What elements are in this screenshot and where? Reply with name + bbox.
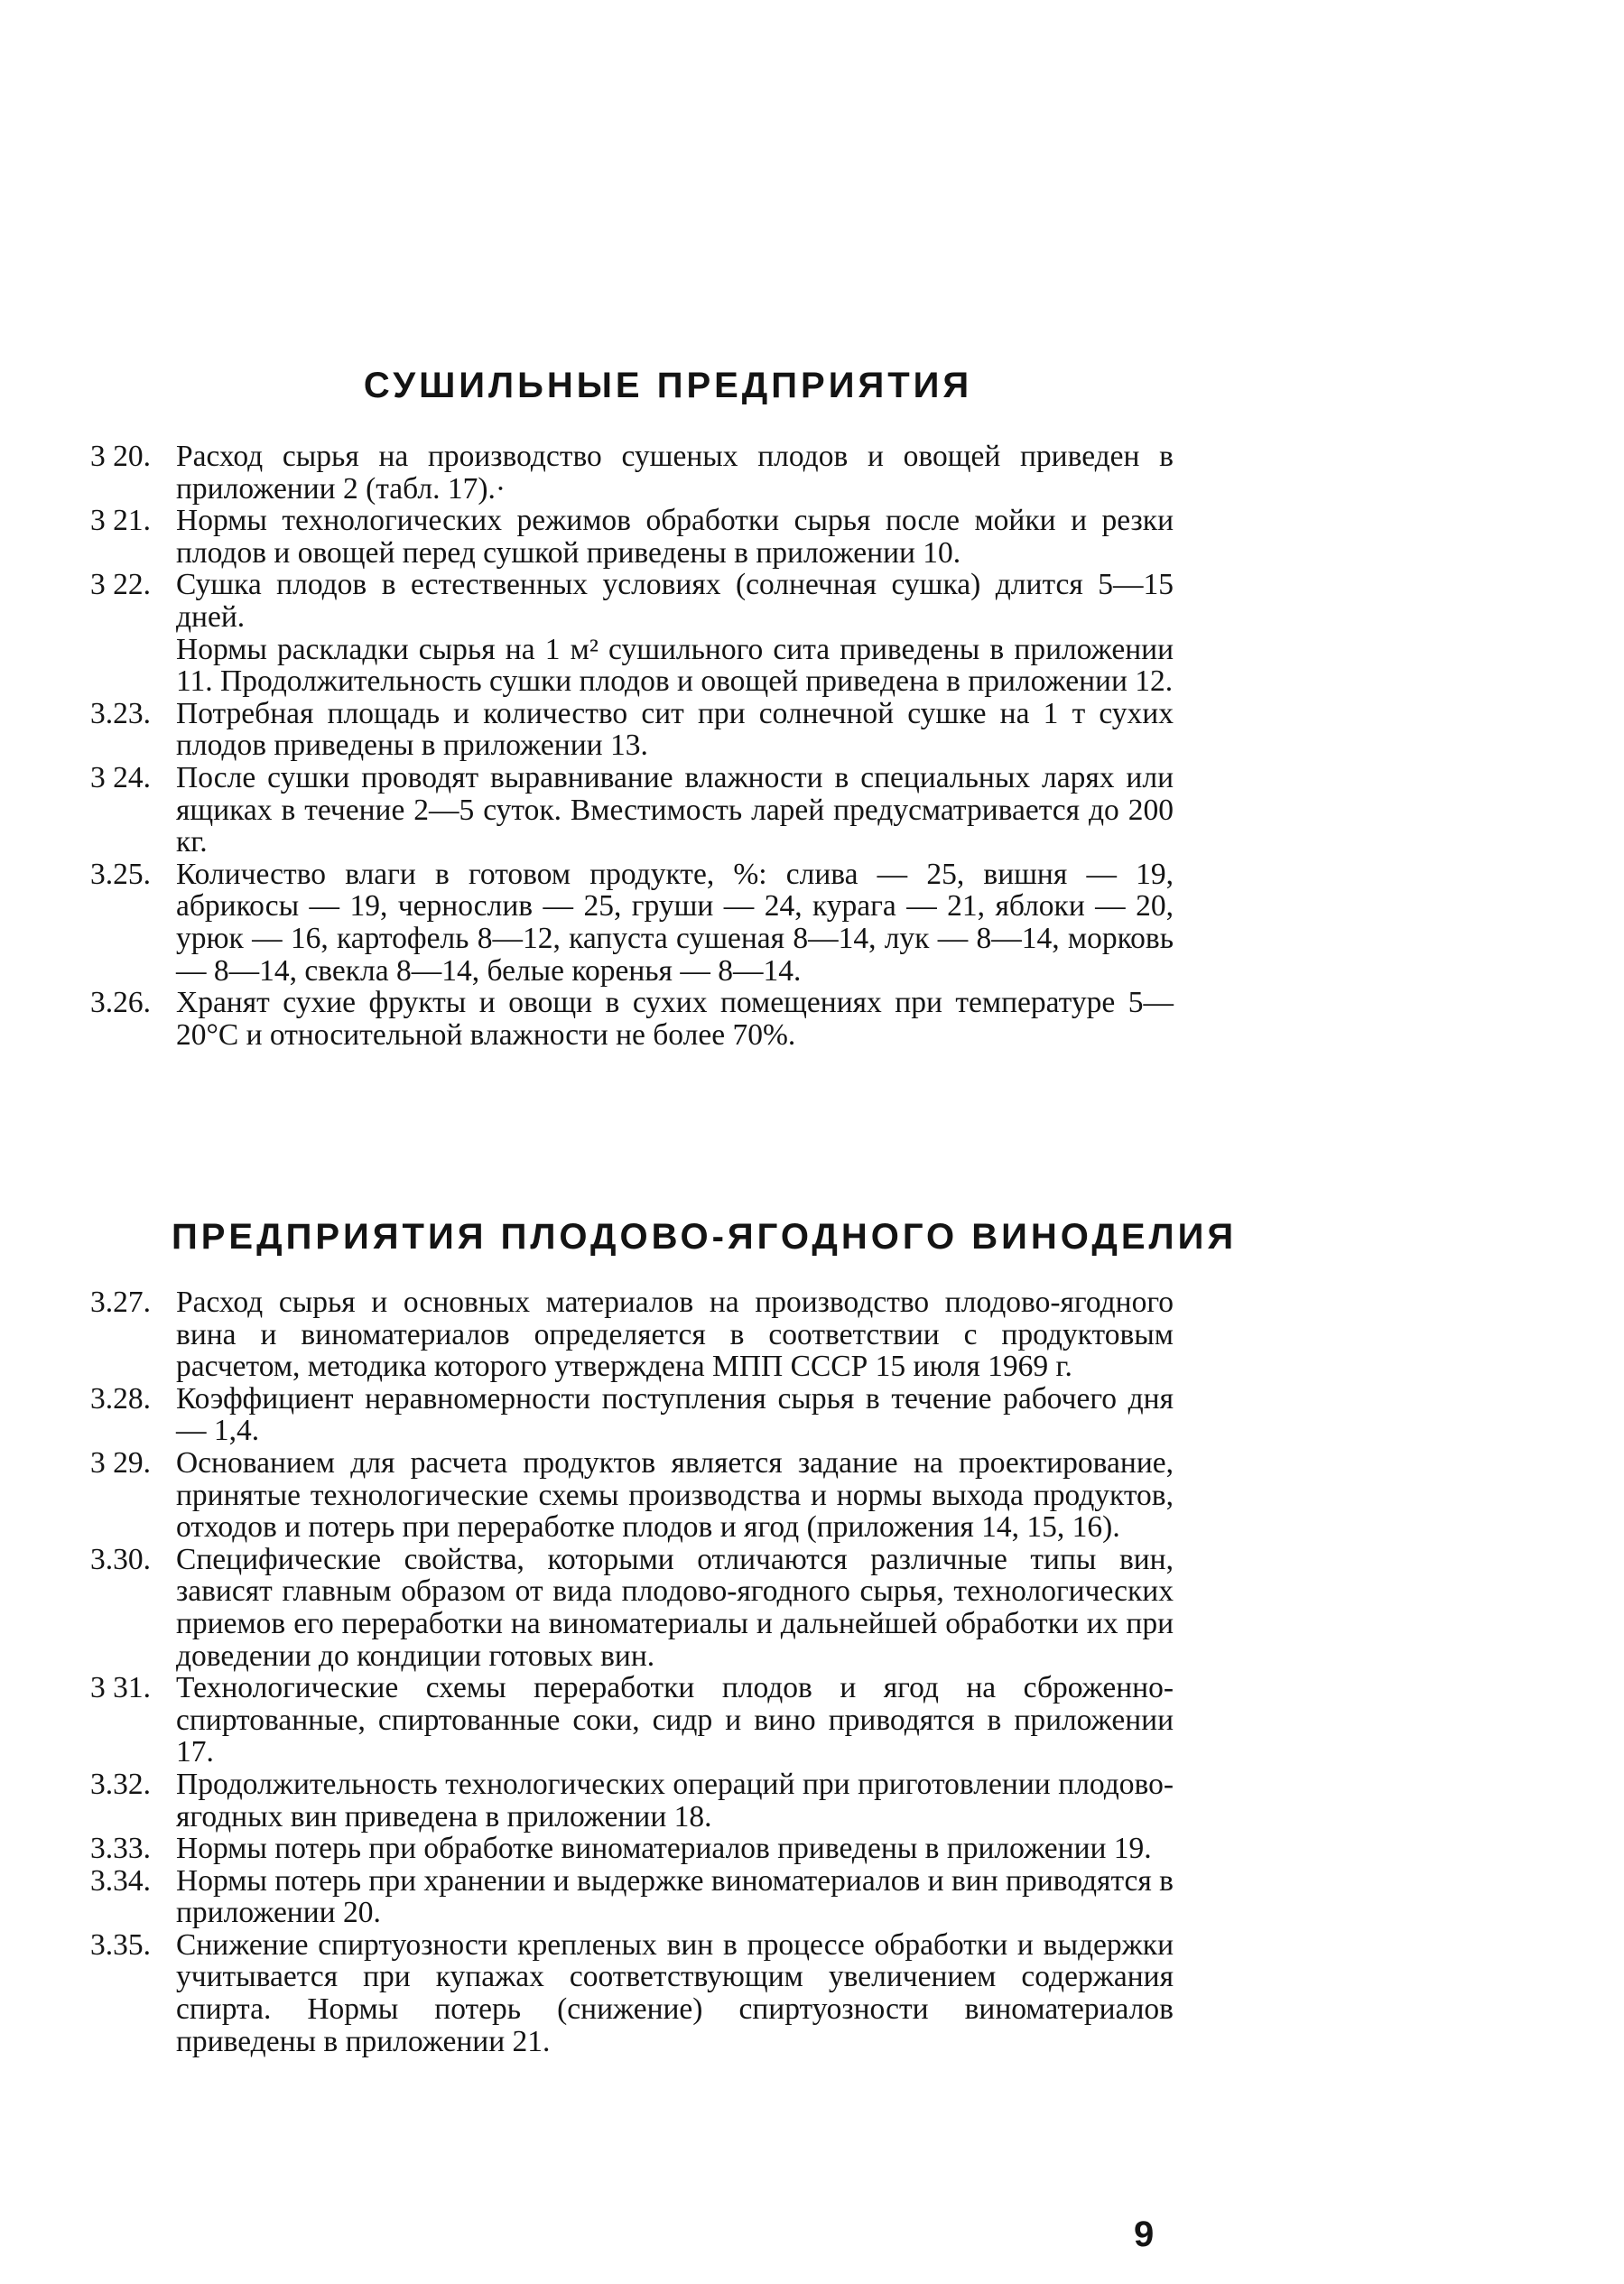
item-number: 3.30.	[90, 1542, 151, 1576]
numbered-item	[90, 859, 1174, 987]
item-number: 3 31.	[90, 1671, 151, 1705]
numbered-item	[90, 1769, 1174, 1833]
numbered-item	[90, 569, 1174, 697]
item-text	[176, 569, 1174, 697]
item-text	[176, 1544, 1174, 1672]
item-text	[176, 1672, 1174, 1769]
section-heading-drying-plants: СУШИЛЬНЫЕ ПРЕДПРИЯТИЯ	[363, 366, 973, 405]
item-paragraph: Специфические свойства, которыми отличаются различные типы вин, зависят главным образом от вида плодово-ягодного сырья, технологических приемов его переработки на виноматериалы и дальнейшей обработки их при доведении до кондиции готовых вин.	[176, 1542, 1174, 1673]
section-items-fruit-winemaking	[90, 1286, 1174, 2057]
numbered-item	[90, 1544, 1174, 1672]
item-number: 3.32.	[90, 1767, 151, 1801]
item-number: 3.27.	[90, 1286, 151, 1319]
section-items-drying-plants	[90, 441, 1174, 1051]
item-text	[176, 1286, 1174, 1383]
numbered-item	[90, 762, 1174, 859]
item-text	[176, 987, 1174, 1051]
item-paragraph: Потребная площадь и количество сит при солнечной сушке на 1 т сухих плодов приведены в приложении 13.	[176, 696, 1174, 763]
item-number: 3.23.	[90, 696, 151, 730]
item-paragraph: Количество влаги в готовом продукте, %: слива — 25, вишня — 19, абрикосы — 19, чернослив — 25, груши — 24, курага — 21, яблоки — 20, урюк — 16, картофель 8—12, капуста сушеная 8—14, лук — 8—14, морковь — 8—14, свекла 8—14, белые коренья — 8—14.	[176, 857, 1174, 988]
item-text	[176, 1447, 1174, 1544]
page-number: 9	[1134, 2214, 1155, 2254]
item-paragraph: Основанием для расчета продуктов является задание на проектирование, принятые технологические схемы производства и нормы выхода продуктов, отходов и потерь при переработке плодов и ягод (приложения 14, 15, 16).	[176, 1445, 1174, 1545]
section-heading-fruit-winemaking: ПРЕДПРИЯТИЯ ПЛОДОВО-ЯГОДНОГО ВИНОДЕЛИЯ	[172, 1217, 1238, 1257]
numbered-item	[90, 441, 1174, 505]
item-number: 3.33.	[90, 1832, 151, 1866]
numbered-item	[90, 987, 1174, 1051]
item-text	[176, 1833, 1174, 1865]
item-text	[176, 505, 1174, 569]
item-number: 3.25.	[90, 857, 151, 891]
item-number: 3 21.	[90, 504, 151, 538]
item-number: 3 29.	[90, 1445, 151, 1480]
item-text	[176, 1865, 1174, 1929]
item-paragraph: Расход сырья на производство сушеных плодов и овощей приведен в приложении 2 (табл. 17).·	[176, 440, 1174, 506]
item-text	[176, 1769, 1174, 1833]
item-number: 3.35.	[90, 1927, 151, 1962]
item-paragraph: Снижение спиртуозности крепленых вин в процессе обработки и выдержки учитывается при купажах соответствующим увеличением содержания спирта. Нормы потерь (снижение) спиртуозности виноматериалов приведены в приложении 21.	[176, 1927, 1174, 2058]
numbered-item	[90, 1865, 1174, 1929]
numbered-item	[90, 698, 1174, 762]
item-number: 3.34.	[90, 1863, 151, 1898]
numbered-item	[90, 1672, 1174, 1769]
item-text	[176, 1929, 1174, 2057]
item-number: 3.26.	[90, 986, 151, 1020]
item-paragraph: Коэффициент неравномерности поступления сырья в течение рабочего дня — 1,4.	[176, 1381, 1174, 1448]
item-number: 3.28.	[90, 1381, 151, 1416]
item-text	[176, 698, 1174, 762]
item-number: 3 20.	[90, 440, 151, 473]
item-text	[176, 1383, 1174, 1447]
item-paragraph: Нормы технологических режимов обработки сырья после мойки и резки плодов и овощей перед сушкой приведены в приложении 10.	[176, 504, 1174, 570]
item-number: 3 22.	[90, 568, 151, 602]
item-number: 3 24.	[90, 760, 151, 794]
item-paragraph: Продолжительность технологических операций при приготовлении плодово-ягодных вин приведена в приложении 18.	[176, 1767, 1174, 1834]
numbered-item	[90, 505, 1174, 569]
numbered-item	[90, 1447, 1174, 1544]
numbered-item	[90, 1286, 1174, 1383]
numbered-item	[90, 1833, 1174, 1865]
numbered-item	[90, 1929, 1174, 2057]
item-paragraph: Расход сырья и основных материалов на производство плодово-ягодного вина и виноматериалов определяется в соответствии с продуктовым расчетом, методика которого утверждена МПП СССР 15 июля 1969 г.	[176, 1286, 1174, 1384]
numbered-item	[90, 1383, 1174, 1447]
item-paragraph: Хранят сухие фрукты и овощи в сухих помещениях при температуре 5—20°С и относительной влажности не более 70%.	[176, 986, 1174, 1052]
item-paragraph: Нормы потерь при хранении и выдержке виноматериалов и вин приводятся в приложении 20.	[176, 1863, 1174, 1930]
item-text	[176, 441, 1174, 505]
item-text	[176, 859, 1174, 987]
item-paragraph: Нормы раскладки сырья на 1 м² сушильного сита приведены в приложении 11. Продолжительность сушки плодов и овощей приведена в приложении 12.	[176, 632, 1174, 699]
item-paragraph: После сушки проводят выравнивание влажности в специальных ларях или ящиках в течение 2—5 суток. Вместимость ларей предусматривается до 200 кг.	[176, 760, 1174, 859]
item-paragraph: Сушка плодов в естественных условиях (солнечная сушка) длится 5—15 дней.	[176, 568, 1174, 634]
item-paragraph: Технологические схемы переработки плодов и ягод на сброженно-спиртованные, спиртованные соки, сидр и вино приводятся в приложении 17.	[176, 1671, 1174, 1769]
item-text	[176, 762, 1174, 859]
item-paragraph: Нормы потерь при обработке виноматериалов приведены в приложении 19.	[176, 1832, 1152, 1866]
